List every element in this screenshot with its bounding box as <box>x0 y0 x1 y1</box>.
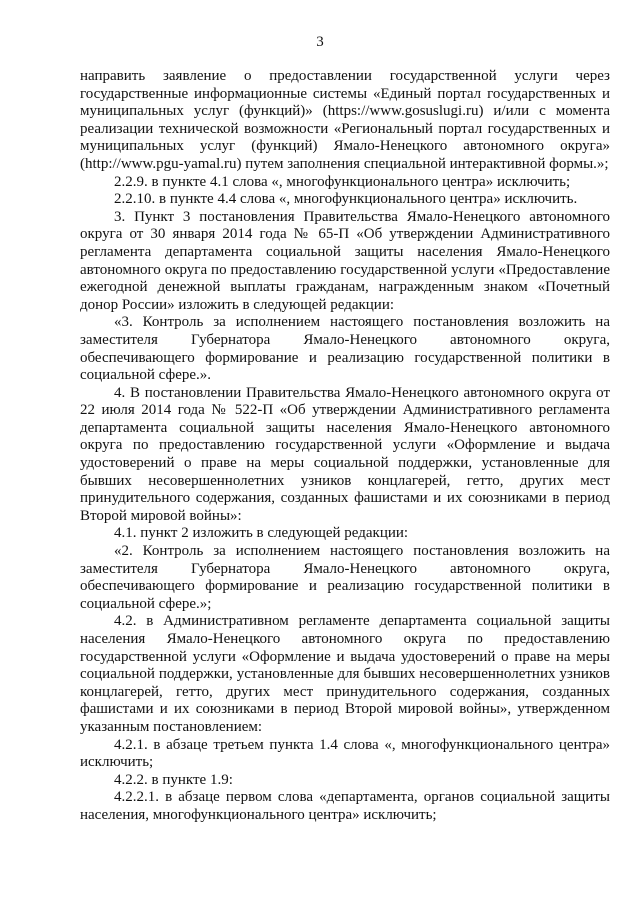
paragraph-3-quote: «3. Контроль за исполнением настоящего постановления возложить на заместителя Губернатора Ямало-Ненецкого автономного округа, обеспечивающего формирование и реализацию государственной политики в социальной сфере.». <box>80 314 610 384</box>
paragraph-continuation: направить заявление о предоставлении государственной услуги через государственные информационные системы «Единый портал государственных и муниципальных услуг (функций)» (https://www.gosuslugi.ru) и/или с момента реализации технической возможности «Региональный портал государственных и муниципальных услуг (функций) Ямало-Ненецкого автономного округа» (http://www.pgu-yamal.ru) путем заполнения специальной интерактивной формы.»; <box>80 68 610 172</box>
paragraph-4-2-1: 4.2.1. в абзаце третьем пункта 1.4 слова «, многофункционального центра» исключить; <box>80 736 610 771</box>
paragraph-4-2-2-1: 4.2.2.1. в абзаце первом слова «департамента, органов социальной защиты населения, многофункционального центра» исключить; <box>80 789 610 823</box>
paragraph-4-1: 4.1. пункт 2 изложить в следующей редакции: <box>114 525 409 542</box>
paragraph-3: 3. Пункт 3 постановления Правительства Ямало-Ненецкого автономного округа от 30 января 2014 года № 65-П «Об утверждении Административного регламента департамента социальной защиты населения Ямало-Ненецкого автономного округа по предоставлению государственной услуги «Предоставление ежегодной денежной выплаты гражданам, награжденным знаком «Почетный донор России» изложить в следующей редакции: <box>80 208 610 313</box>
page-number: 3 <box>316 34 324 50</box>
paragraph-4: 4. В постановлении Правительства Ямало-Ненецкого автономного округа от 22 июля 2014 года № 522-П «Об утверждении Административного регламента департамента социальной защиты населения Ямало-Ненецкого автономного округа по предоставлению государственной услуги «Оформление и выдача удостоверений о праве на меры социальной поддержки, установленные для бывших несовершеннолетних узников концлагерей, гетто, других мест принудительного содержания, созданных фашистами и их союзниками в период Второй мировой войны»: <box>80 384 610 524</box>
document-body <box>80 68 610 825</box>
paragraph-4-2: 4.2. в Административном регламенте департамента социальной защиты населения Ямало-Ненецкого автономного округа по предоставлению государственной услуги «Оформление и выдача удостоверений о праве на меры социальной поддержки, установленные для бывших несовершеннолетних узников концлагерей, гетто, других мест принудительного содержания, созданных фашистами и их союзниками в период Второй мировой войны», утвержденном указанным постановлением: <box>80 613 610 735</box>
paragraph-4-2-2: 4.2.2. в пункте 1.9: <box>114 771 233 788</box>
paragraph-4-1-quote: «2. Контроль за исполнением настоящего постановления возложить на заместителя Губернатора Ямало-Ненецкого автономного округа, обеспечивающего формирование и реализацию государственной политики в социальной сфере.»; <box>80 543 610 612</box>
paragraph-2-2-10: 2.2.10. в пункте 4.4 слова «, многофункционального центра» исключить. <box>114 191 578 208</box>
paragraph-2-2-9: 2.2.9. в пункте 4.1 слова «, многофункционального центра» исключить; <box>114 173 571 190</box>
